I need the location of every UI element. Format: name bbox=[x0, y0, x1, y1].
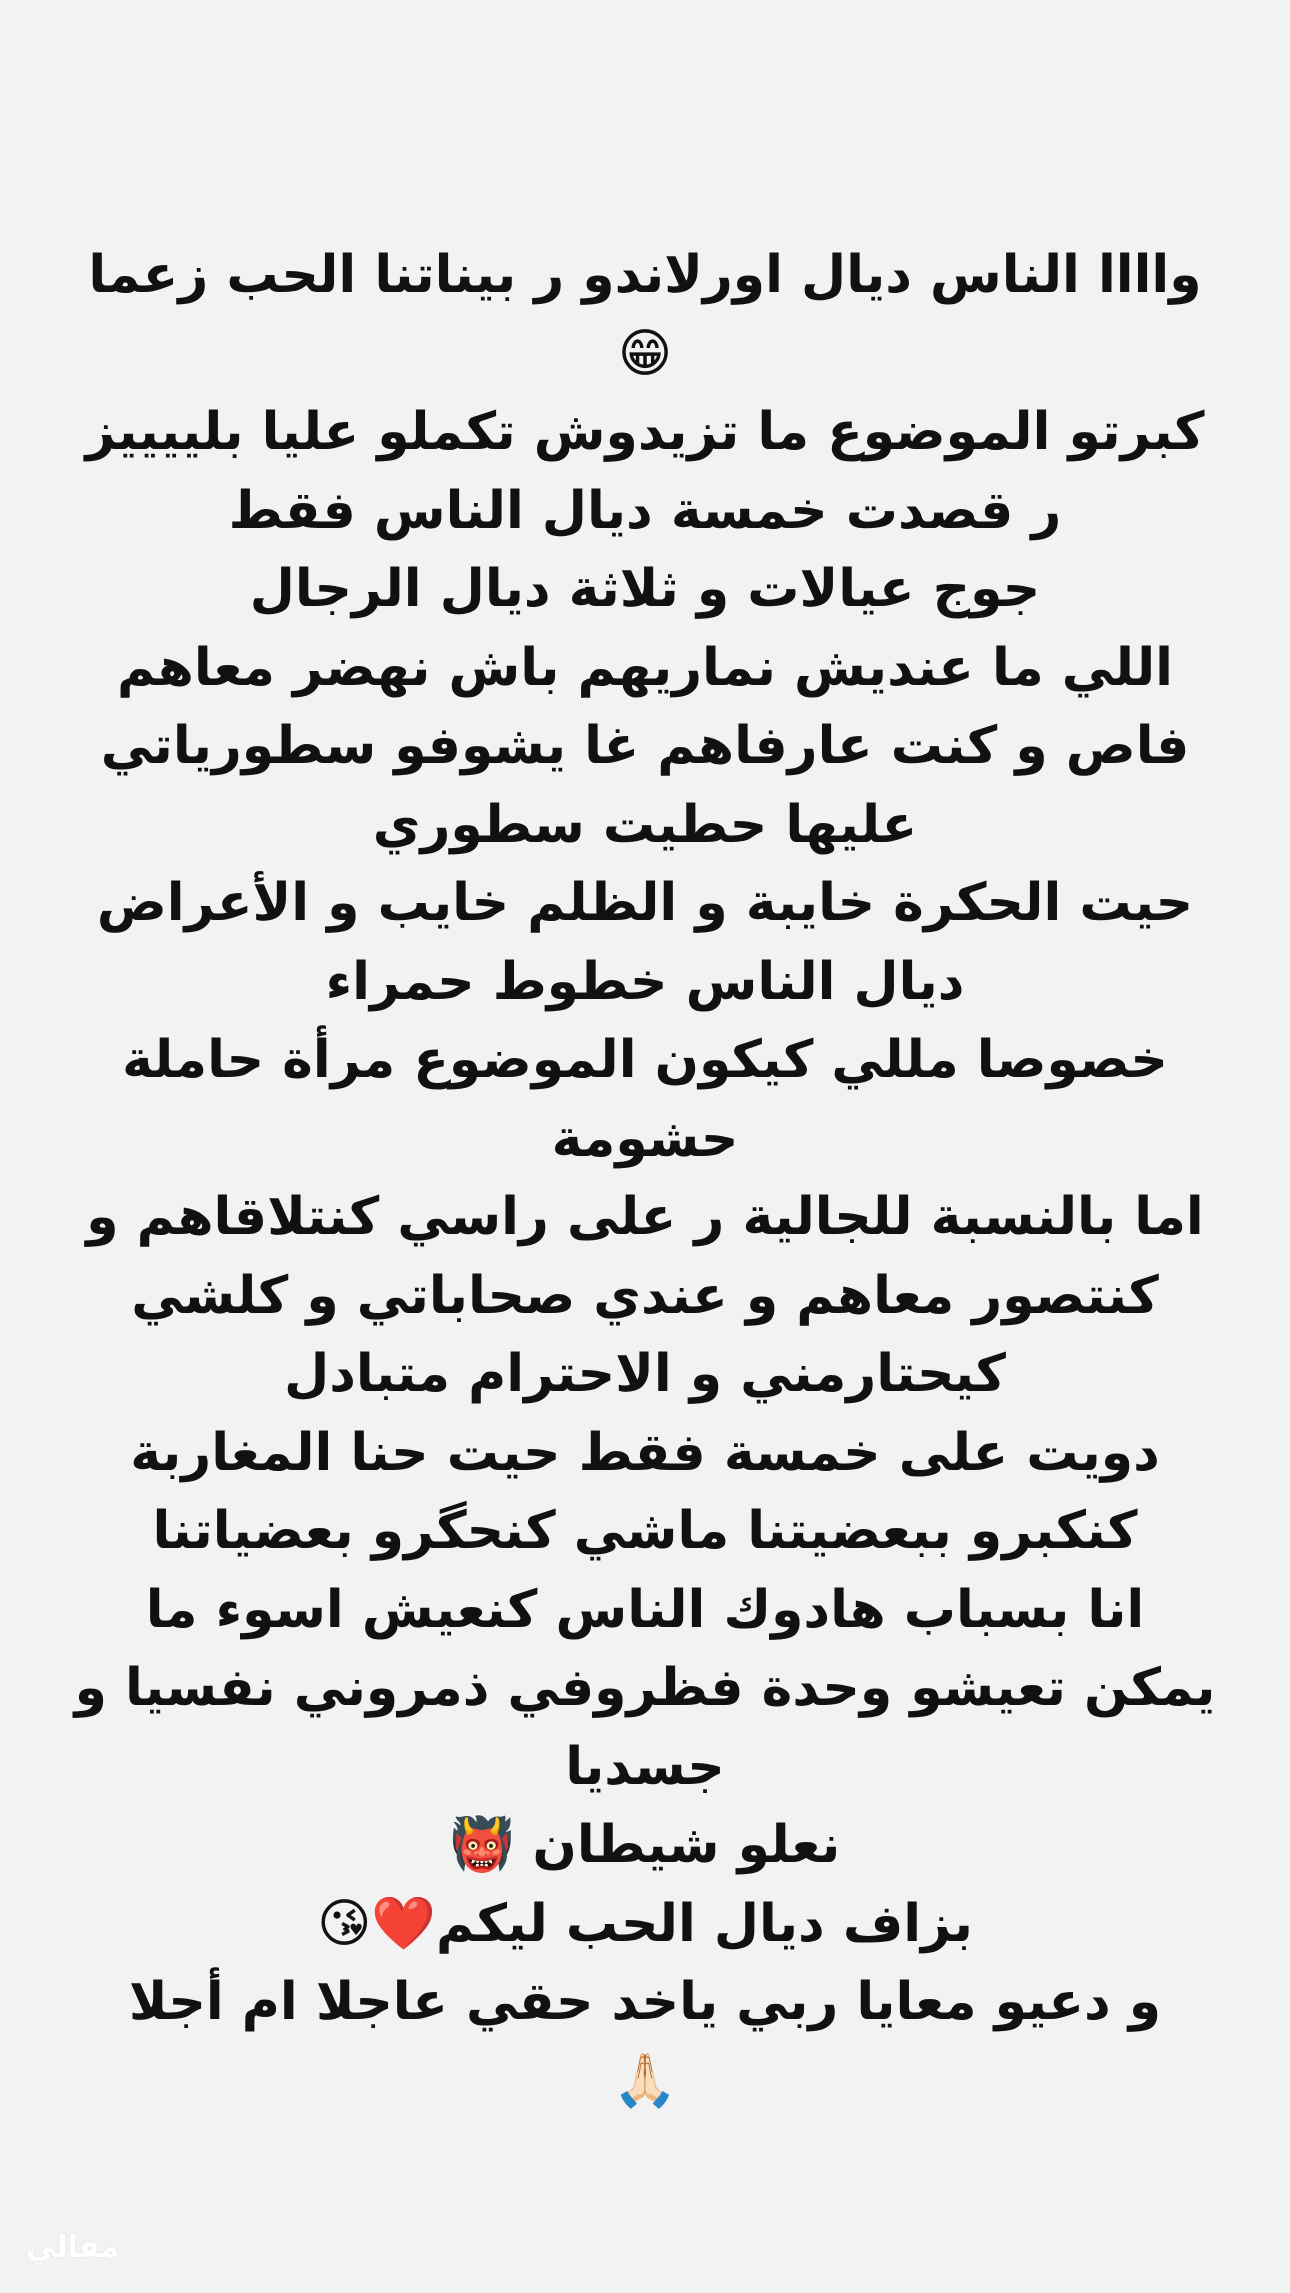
story-line: اللي ما عنديش نماريهم باش نهضر معاهم bbox=[117, 637, 1173, 698]
story-line: يمكن تعيشو وحدة فظروفي ذمروني نفسيا و bbox=[74, 1658, 1216, 1718]
story-line: خصوصا مللي كيكون الموضوع مرأة حاملة bbox=[122, 1030, 1168, 1090]
story-line: ديال الناس خطوط حمراء bbox=[325, 951, 965, 1012]
story-line: حيت الحكرة خايبة و الظلم خايب و الأعراض bbox=[96, 873, 1194, 933]
story-line-with-heart-emoji: بزاف ديال الحب ليكم❤️😘 bbox=[317, 1893, 973, 1954]
story-line: واااا الناس ديال اورلاندو ر بيناتنا الحب زعما bbox=[88, 245, 1202, 305]
story-line: جوج عيالات و ثلاثة ديال الرجال bbox=[249, 559, 1041, 619]
site-watermark-logo: مقالي bbox=[26, 2230, 120, 2265]
story-line: ر قصدت خمسة ديال الناس فقط bbox=[228, 480, 1062, 541]
story-line: انا بسباب هادوك الناس كنعيش اسوء ما bbox=[145, 1579, 1145, 1640]
story-line: كيحتارمني و الاحترام متبادل bbox=[284, 1344, 1006, 1404]
story-text bbox=[40, 236, 1250, 2120]
folded-hands-emoji: 🙏🏻 bbox=[612, 2050, 678, 2111]
story-line: فاص و كنت عارفاهم غا يشوفو سطورياتي bbox=[100, 716, 1190, 776]
story-line-with-ogre-emoji: نعلو شيطان 👹 bbox=[449, 1815, 841, 1875]
story-line: دويت على خمسة فقط حيت حنا المغاربة bbox=[130, 1422, 1160, 1483]
story-line: كنكبرو ببعضيتنا ماشي كنحگرو بعضياتنا bbox=[152, 1501, 1138, 1561]
story-line: اما بالنسبة للجالية ر على راسي كنتلاقاهم و bbox=[86, 1187, 1204, 1247]
story-line: حشومة bbox=[551, 1108, 739, 1169]
grinning-face-emoji: 😁 bbox=[617, 323, 673, 384]
story-line: كنتصور معاهم و عندي صحاباتي و كلشي bbox=[131, 1265, 1159, 1326]
story-line: جسديا bbox=[565, 1736, 725, 1797]
story-line: و دعيو معايا ربي ياخد حقي عاجلا ام أجلا bbox=[128, 1972, 1162, 2032]
story-line: عليها حطيت سطوري bbox=[372, 794, 918, 855]
story-line: كبرتو الموضوع ما تزيدوش تكملو عليا بلييييز bbox=[85, 402, 1205, 462]
